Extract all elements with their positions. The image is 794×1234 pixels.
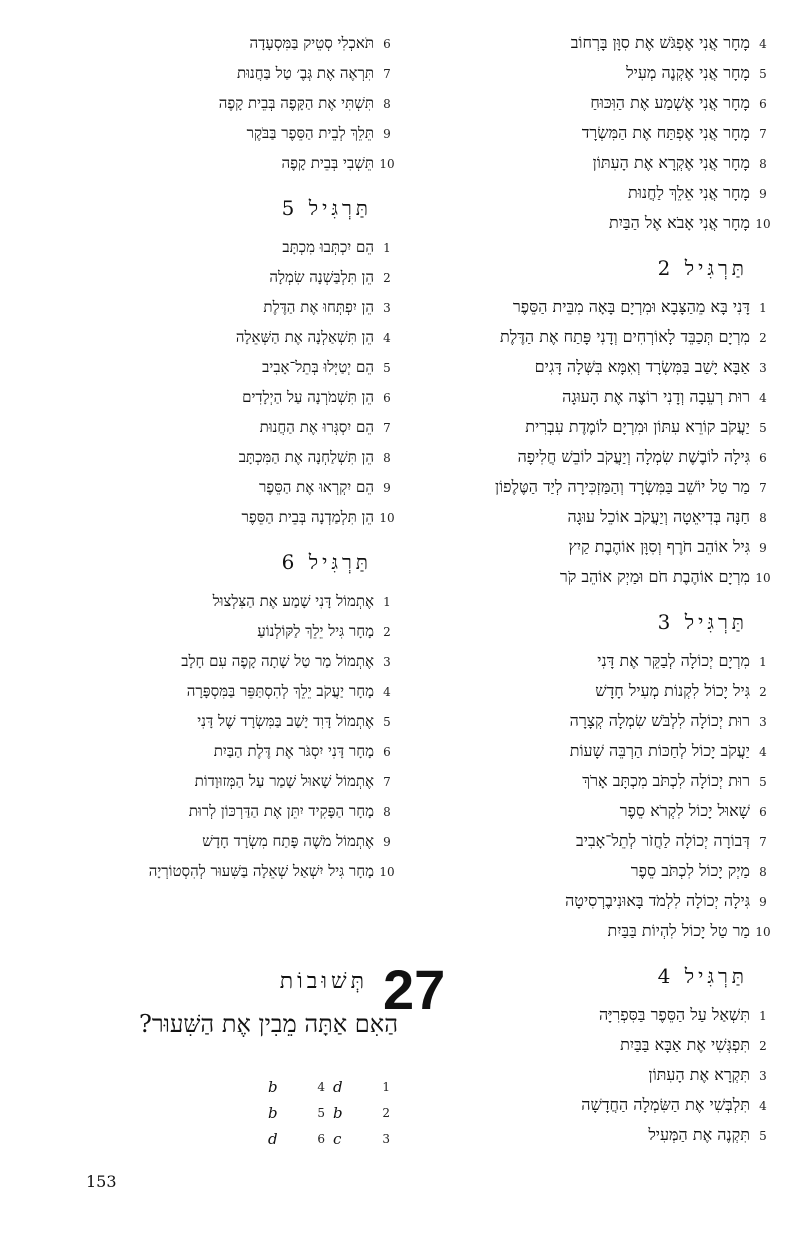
item-number: 3 [383, 655, 391, 669]
item-number: 5 [383, 361, 391, 375]
item-number: 10 [379, 511, 395, 525]
list-item [416, 676, 776, 706]
item-number: 4 [383, 331, 391, 345]
list-item [416, 706, 776, 736]
item-text: גִּיל יָכוֹל לִקְנוֹת מְעִיל חָדָשׁ [595, 681, 750, 700]
list-item [416, 28, 776, 58]
list-item [416, 736, 776, 766]
item-text: תִּלְבְּשִׁי אֶת הַשִּׂמְלָה הַחֲדָשָׁה [581, 1095, 750, 1114]
item-text: תִּקְרָא אֶת הָעִתּוֹן [648, 1065, 750, 1084]
exercise-2-heading: תַּרְגִּיל 2 [657, 256, 748, 280]
item-text: מָחָר אֲנִי אֶשְׁמַע אֶת הַוִּכּוּחַ [590, 93, 750, 112]
item-number: 9 [383, 835, 391, 849]
item-text: תִּרְאֶה אֶת גְּבֶ׳ טַל בַּחֲנוּת [236, 64, 374, 82]
item-text: רוּת יְכוֹלָה לִכְתֹּב מִכְתָּב אָרֹךְ [582, 771, 750, 790]
answer-row [268, 1126, 398, 1152]
item-number: 6 [383, 37, 391, 51]
item-number: 10 [379, 157, 395, 171]
list-item [416, 1090, 776, 1120]
list-item [416, 58, 776, 88]
item-number: 5 [759, 67, 767, 81]
item-number: 5 [759, 421, 767, 435]
item-text: מִרְיָם תְּכַבֵּד לָאוֹרְחִים וְדָנִי פָּתַח אֶת הַדֶּלֶת [499, 327, 750, 346]
item-number: 10 [755, 217, 771, 231]
list-item [18, 148, 400, 178]
item-number: 1 [383, 595, 391, 609]
item-number: 1 [383, 241, 391, 255]
answer-letter: d [333, 1078, 343, 1096]
list-item [18, 706, 400, 736]
answer-number: 5 [317, 1106, 325, 1120]
list-item [18, 232, 400, 262]
item-number: 2 [383, 271, 391, 285]
item-text: תֹּאכְלִי סְטֵיק בַּמִּסְעָדָה [249, 34, 374, 52]
item-text: הֵם יִקְרְאוּ אֶת הַסֵּפֶר [259, 478, 374, 496]
list-item [18, 352, 400, 382]
item-number: 2 [759, 1039, 767, 1053]
answer-item [268, 1126, 333, 1152]
item-number: 9 [759, 895, 767, 909]
item-number: 3 [383, 301, 391, 315]
list-item [416, 352, 776, 382]
item-text: מָחָר אֲנִי אָבֹא אֶל הַבַּיִת [608, 213, 750, 232]
left-column [18, 28, 400, 886]
item-text: אֶתְמוֹל מֹשֶׁה פָּתַח מִשְׂרָד חָדָשׁ [202, 832, 374, 850]
item-text: הֵן תִּשְׁמֹרְנָה עַל הַיְלָדִים [242, 388, 374, 406]
comprehension-question: הַאִם אַתָּה מֵבִין אֶת הַשִּׁעוּר? [139, 1010, 398, 1038]
list-item [18, 58, 400, 88]
item-text: מָחָר יַעֲקֹב יֵלֵךְ לְהִסְתַּפֵּר בַּמִּסְפָּרָה [186, 682, 374, 700]
item-number: 3 [759, 1069, 767, 1083]
item-number: 1 [759, 1009, 767, 1023]
item-text: מַר טַל יָכוֹל לִהְיוֹת בַּבַּיִת [607, 921, 750, 940]
answers-grid [268, 1074, 398, 1152]
item-number: 2 [383, 625, 391, 639]
list-item [18, 826, 400, 856]
item-text: תֵּשְׁבִי בְּבֵית קָפֶה [281, 154, 374, 172]
item-text: אֶתְמוֹל דָּנִי שָׁמַע אֶת הַצִּלְצוּל [212, 592, 374, 610]
item-number: 5 [759, 1129, 767, 1143]
item-number: 8 [759, 157, 767, 171]
list-item [18, 856, 400, 886]
item-text: תִּפְגְּשִׁי אֶת אַבָּא בַּבַּיִת [620, 1035, 750, 1054]
list-item [18, 412, 400, 442]
chapter-number: 27 [383, 958, 446, 1021]
item-number: 7 [383, 775, 391, 789]
right-column [416, 28, 776, 1150]
list-item [416, 1060, 776, 1090]
item-text: גִּיל אוֹהֵב חֹרֶף וְסִוָּן אוֹהֶבֶת קַיִץ [568, 537, 750, 556]
item-number: 10 [755, 925, 771, 939]
item-number: 8 [383, 97, 391, 111]
list-item [416, 472, 776, 502]
item-text: יַעֲקֹב יָכוֹל לְחַכּוֹת הַרְבֵּה שָׁעוֹת [569, 741, 750, 760]
item-number: 8 [759, 865, 767, 879]
item-number: 4 [759, 391, 767, 405]
list-item [18, 472, 400, 502]
item-number: 7 [759, 835, 767, 849]
page-number: 153 [86, 1172, 117, 1191]
item-text: אֶתְמוֹל דָּוִד יָשַׁב בַּמִּשְׂרָד שֶׁל דָּנִי [197, 712, 374, 730]
item-text: יַעֲקֹב קוֹרֵא עִתּוֹן וּמִרְיָם לוֹמֶדֶת עִבְרִית [525, 417, 750, 436]
item-number: 6 [383, 391, 391, 405]
item-text: מַר טַל יוֹשֵׁב בַּמִּשְׂרָד וְהַמַּזְכִּירָה לְיַד הַטֶּלֶפוֹן [494, 477, 750, 496]
item-text: דָּנִי בָּא מֵהַצָּבָא וּמִרְיָם בָּאָה מִבֵּית הַסֵּפֶר [512, 297, 750, 316]
list-item [18, 616, 400, 646]
item-number: 6 [759, 805, 767, 819]
list-item [18, 382, 400, 412]
list-item [416, 118, 776, 148]
item-number: 1 [759, 301, 767, 315]
item-text: מַיְק יָכוֹל לִכְתֹּב סֵפֶר [630, 861, 750, 880]
answer-item [333, 1074, 398, 1100]
answers-section [18, 958, 458, 1148]
list-item [18, 646, 400, 676]
item-number: 5 [383, 715, 391, 729]
answer-item [333, 1126, 398, 1152]
answer-item [333, 1100, 398, 1126]
item-text: אַבָּא יָשַׁב בַּמִּשְׂרָד וְאִמָּא בִּשְּׁלָה דָּגִים [534, 357, 750, 376]
list-item [18, 88, 400, 118]
item-text: תִּשְׁאַל עַל הַסֵּפֶר בַּסִּפְרִיָּה [599, 1005, 750, 1024]
list-item [416, 412, 776, 442]
list-item [416, 646, 776, 676]
answers-heading: תְּשׁוּבוֹת [279, 969, 368, 994]
item-text: הֵן תִּשְׁלַחְנָה אֶת הַמִּכְתָּב [238, 448, 374, 466]
item-text: מָחָר אֲנִי אֶקְנֶה מְעִיל [626, 63, 750, 82]
list-item [416, 502, 776, 532]
answer-number: 3 [382, 1132, 390, 1146]
list-item [18, 586, 400, 616]
list-item [18, 292, 400, 322]
item-number: 4 [759, 1099, 767, 1113]
item-text: תִּקְנֶה אֶת הַמְּעִיל [648, 1125, 750, 1144]
item-text: אֶתְמוֹל מַר טַל שָׁתָה קָפֶה עִם חָלָב [181, 652, 374, 670]
item-number: 9 [383, 127, 391, 141]
item-text: רוּת יְכוֹלָה לִלְבֹּשׁ שִׂמְלָה קְצָרָה [569, 711, 750, 730]
list-item [18, 442, 400, 472]
answer-number: 1 [382, 1080, 390, 1094]
list-item [416, 1120, 776, 1150]
item-number: 4 [759, 745, 767, 759]
item-text: מָחָר אֲנִי אֶקְרָא אֶת הָעִתּוֹן [592, 153, 750, 172]
exercise-4-heading: תַּרְגִּיל 4 [657, 964, 748, 988]
item-number: 7 [383, 421, 391, 435]
answer-item [268, 1100, 333, 1126]
answer-letter: b [268, 1078, 278, 1096]
item-text: תֵּלֵךְ לְבֵית הַסֵּפֶר בַּבֹּקֶר [246, 124, 374, 142]
list-item [416, 796, 776, 826]
item-number: 4 [383, 685, 391, 699]
item-text: גִּילָה יְכוֹלָה לִלְמֹד בָּאוּנִיבֶרְסִיטָה [565, 891, 750, 910]
answer-letter: d [268, 1130, 278, 1148]
list-item [416, 442, 776, 472]
item-text: הֵם יִכְתְּבוּ מִכְתָּב [282, 238, 374, 256]
item-number: 7 [383, 67, 391, 81]
list-item [18, 262, 400, 292]
list-item [18, 28, 400, 58]
list-item [416, 88, 776, 118]
list-item [416, 208, 776, 238]
exercise-6-heading: תַּרְגִּיל 6 [281, 550, 372, 574]
item-number: 5 [759, 775, 767, 789]
item-text: מִרְיָם אוֹהֶבֶת חֹם וּמַיְק אוֹהֵב קֹר [559, 567, 750, 586]
item-text: הֵן יִפְתְּחוּ אֶת הַדֶּלֶת [263, 298, 374, 316]
list-item [416, 562, 776, 592]
list-item [416, 178, 776, 208]
list-item [18, 736, 400, 766]
item-number: 2 [759, 685, 767, 699]
item-text: הֵם יְטַיְּלוּ בְּתֵל־אָבִיב [262, 358, 374, 376]
item-text: גִּילָה לוֹבֶשֶׁת שִׂמְלָה וְיַעֲקֹב לוֹבֵשׁ חֲלִיפָה [517, 447, 750, 466]
list-item [416, 382, 776, 412]
item-text: מָחָר גִּיל יִשְׁאַל שְׁאֵלָה בַּשִּׁעוּר לְהִסְטוֹרְיָה [148, 862, 374, 880]
answer-number: 2 [382, 1106, 390, 1120]
item-number: 6 [759, 451, 767, 465]
list-item [416, 322, 776, 352]
list-item [416, 1030, 776, 1060]
item-text: הֵן תִּלְמַדְנָה בְּבֵית הַסֵּפֶר [241, 508, 374, 526]
item-number: 2 [759, 331, 767, 345]
item-text: מָחָר הַפָּקִיד יִתֵּן אֶת הַדַּרְכּוֹן לְרוּת [188, 802, 374, 820]
list-item [416, 826, 776, 856]
exercise-3-heading: תַּרְגִּיל 3 [657, 610, 748, 634]
item-text: מָחָר גִּיל יֵלֵךְ לַקּוֹלְנוֹעַ [257, 622, 374, 640]
answer-letter: b [268, 1104, 278, 1122]
item-text: חַנָּה בְּדִיאֵטָה וְיַעֲקֹב אוֹכֵל עוּגָה [567, 507, 750, 526]
item-text: רוּת רְעֵבָה וְדָנִי רוֹצֶה אֶת הָעוּגָה [562, 387, 750, 406]
item-number: 8 [383, 451, 391, 465]
item-text: מָחָר דָּנִי יִסְגֹּר אֶת דֶּלֶת הַבַּיִת [213, 742, 374, 760]
item-number: 7 [759, 481, 767, 495]
item-text: אֶתְמוֹל שָׁאוּל שָׁמַר עַל הַמְּזוּוָדוֹת [194, 772, 374, 790]
list-item [416, 856, 776, 886]
exercise-5-heading: תַּרְגִּיל 5 [281, 196, 372, 220]
item-number: 4 [759, 37, 767, 51]
item-text: תִּשְׁתִּי אֶת הַקָּפֶה בְּבֵית קָפֶה [218, 94, 374, 112]
list-item [18, 766, 400, 796]
item-text: הֵן תִּשְׁאַלְנָה אֶת הַשְּׁאֵלָה [235, 328, 374, 346]
item-number: 8 [383, 805, 391, 819]
item-number: 6 [383, 745, 391, 759]
item-text: הֵם יִסְגְּרוּ אֶת הַחֲנוּת [259, 418, 374, 436]
answer-letter: c [333, 1130, 342, 1148]
list-item [416, 766, 776, 796]
item-text: מָחָר אֲנִי אֵלֵךְ לַחֲנוּת [627, 183, 750, 202]
item-text: דְּבוֹרָה יְכוֹלָה לַחֲזֹר לְתֵל־אָבִיב [576, 831, 750, 850]
answer-number: 6 [317, 1132, 325, 1146]
item-text: הֵן תִּלְבַּשְׁנָה שִׂמְלָה [269, 268, 374, 286]
list-item [18, 118, 400, 148]
list-item [416, 1000, 776, 1030]
item-number: 3 [759, 361, 767, 375]
item-number: 10 [755, 571, 771, 585]
item-number: 6 [759, 97, 767, 111]
item-text: מָחָר אֲנִי אֶפְגֹּשׁ אֶת סִוָּן בָּרְחוֹב [570, 33, 750, 52]
list-item [18, 322, 400, 352]
list-item [18, 502, 400, 532]
answer-row [268, 1074, 398, 1100]
item-number: 3 [759, 715, 767, 729]
answer-number: 4 [317, 1080, 325, 1094]
item-number: 9 [759, 187, 767, 201]
list-item [416, 532, 776, 562]
answer-row [268, 1100, 398, 1126]
item-number: 1 [759, 655, 767, 669]
item-number: 8 [759, 511, 767, 525]
list-item [18, 676, 400, 706]
item-number: 7 [759, 127, 767, 141]
item-number: 9 [383, 481, 391, 495]
list-item [416, 886, 776, 916]
item-number: 10 [379, 865, 395, 879]
item-text: מָחָר אֲנִי אֶפְתַּח אֶת הַמִּשְׂרָד [581, 123, 750, 142]
list-item [416, 292, 776, 322]
item-text: שָׁאוּל יָכוֹל לִקְרֹא סֵפֶר [619, 801, 750, 820]
list-item [18, 796, 400, 826]
item-text: מִרְיָם יְכוֹלָה לְבַקֵּר אֶת דָּנִי [597, 651, 750, 670]
list-item [416, 148, 776, 178]
answer-item [268, 1074, 333, 1100]
item-number: 9 [759, 541, 767, 555]
list-item [416, 916, 776, 946]
answer-letter: b [333, 1104, 343, 1122]
